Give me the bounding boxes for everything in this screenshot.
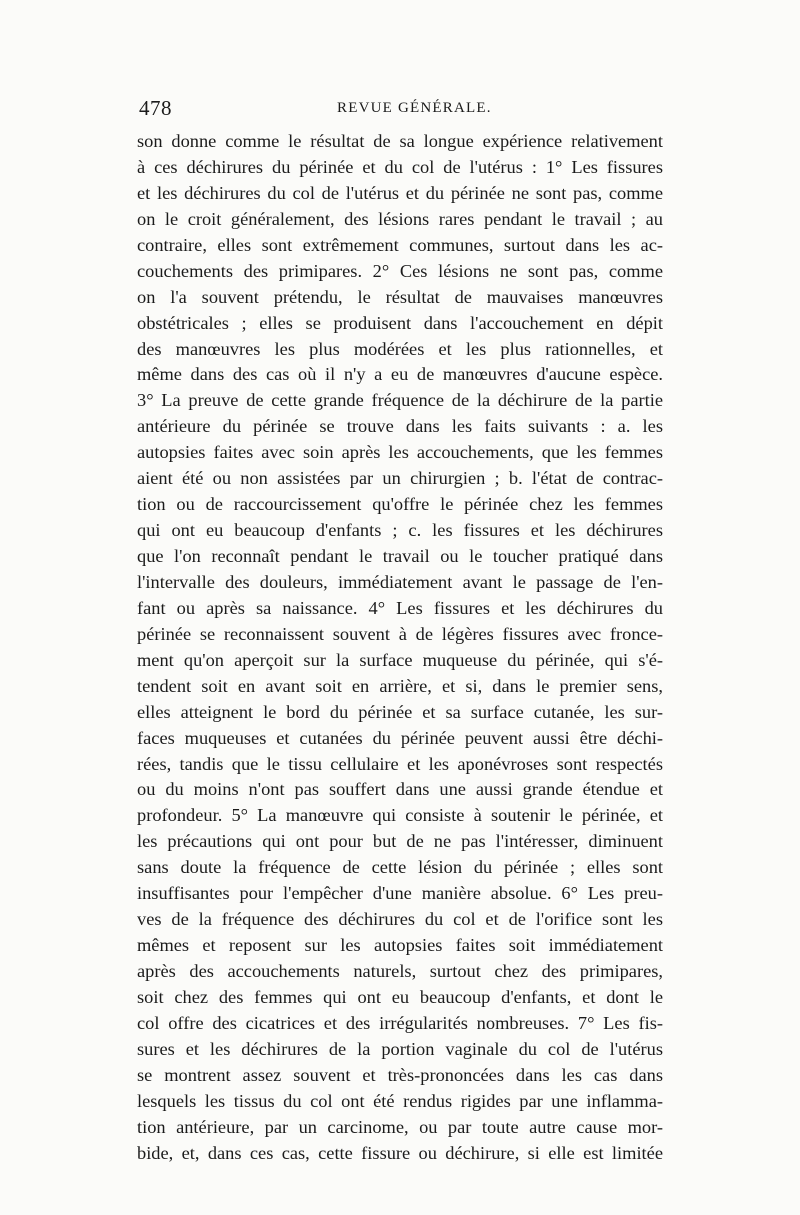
text-line: sures et les déchirures de la portion vaginale du col de l'utérus — [137, 1038, 663, 1059]
text-line: elles atteignent le bord du périnée et sa surface cutanée, les sur- — [137, 701, 663, 722]
text-line: contraire, elles sont extrêmement communes, surtout dans les ac- — [137, 234, 663, 255]
text-line: qui ont eu beaucoup d'enfants ; c. les fissures et les déchirures — [137, 520, 663, 541]
running-title: REVUE GÉNÉRALE. — [337, 100, 492, 116]
text-line: ou du moins n'ont pas souffert dans une aussi grande étendue et — [137, 779, 663, 800]
text-line: on le croit généralement, des lésions rares pendant le travail ; au — [137, 208, 663, 229]
text-line: les précautions qui ont pour but de ne pas l'intéresser, diminuent — [137, 831, 663, 852]
text-line: faces muqueuses et cutanées du périnée peuvent aussi être déchi- — [137, 727, 663, 748]
text-line: autopsies faites avec soin après les accouchements, que les femmes — [137, 442, 663, 463]
text-line: bide, et, dans ces cas, cette fissure ou déchirure, si elle est limitée — [137, 1142, 663, 1163]
page-number: 478 — [139, 96, 172, 120]
text-line: se montrent assez souvent et très-prononcées dans les cas dans — [137, 1064, 663, 1085]
page-header — [139, 96, 662, 124]
text-line: on l'a souvent prétendu, le résultat de mauvaises manœuvres — [137, 286, 663, 307]
text-line: rées, tandis que le tissu cellulaire et les aponévroses sont respectés — [137, 753, 663, 774]
text-line: col offre des cicatrices et des irrégularités nombreuses. 7° Les fis- — [137, 1012, 663, 1033]
text-line: l'intervalle des douleurs, immédiatement avant le passage de l'en- — [137, 571, 663, 592]
text-line: des manœuvres les plus modérées et les plus rationnelles, et — [137, 338, 663, 359]
text-line: et les déchirures du col de l'utérus et du périnée ne sont pas, comme — [137, 182, 663, 203]
text-line: antérieure du périnée se trouve dans les faits suivants : a. les — [137, 416, 663, 437]
text-line: même dans des cas où il n'y a eu de manœuvres d'aucune espèce. — [137, 364, 663, 385]
text-line: ves de la fréquence des déchirures du col et de l'orifice sont les — [137, 909, 663, 930]
text-line: sans doute la fréquence de cette lésion du périnée ; elles sont — [137, 857, 663, 878]
text-line: couchements des primipares. 2° Ces lésions ne sont pas, comme — [137, 260, 663, 281]
text-line: que l'on reconnaît pendant le travail ou le toucher pratiqué dans — [137, 546, 663, 566]
body-text — [137, 129, 663, 1167]
text-line: tion ou de raccourcissement qu'offre le périnée chez les femmes — [137, 494, 663, 515]
text-line: son donne comme le résultat de sa longue expérience relativement — [137, 131, 663, 151]
text-line: mêmes et reposent sur les autopsies faites soit immédiatement — [137, 935, 663, 956]
text-line: profondeur. 5° La manœuvre qui consiste à soutenir le périnée, et — [137, 805, 663, 826]
text-line: ment qu'on aperçoit sur la surface muqueuse du périnée, qui s'é- — [137, 649, 663, 670]
text-line: fant ou après sa naissance. 4° Les fissures et les déchirures du — [137, 597, 663, 618]
text-line: à ces déchirures du périnée et du col de l'utérus : 1° Les fissures — [137, 156, 663, 177]
text-line: périnée se reconnaissent souvent à de légères fissures avec froncе- — [137, 623, 663, 644]
text-line: 3° La preuve de cette grande fréquence de la déchirure de la partie — [137, 390, 663, 411]
text-line: aient été ou non assistées par un chirurgien ; b. l'état de contrac- — [137, 468, 663, 489]
text-line: tendent soit en avant soit en arrière, et si, dans le premier sens, — [137, 675, 663, 696]
text-line: obstétricales ; elles se produisent dans l'accouchement en dépit — [137, 312, 663, 333]
text-line: après des accouchements naturels, surtout chez des primipares, — [137, 961, 663, 981]
text-line: soit chez des femmes qui ont eu beaucoup d'enfants, et dont le — [137, 986, 663, 1007]
text-line: lesquels les tissus du col ont été rendus rigides par une inflamma- — [137, 1090, 663, 1111]
text-line: insuffisantes pour l'empêcher d'une manière absolue. 6° Les preu- — [137, 883, 663, 904]
text-line: tion antérieure, par un carcinome, ou par toute autre cause mor- — [137, 1116, 663, 1137]
